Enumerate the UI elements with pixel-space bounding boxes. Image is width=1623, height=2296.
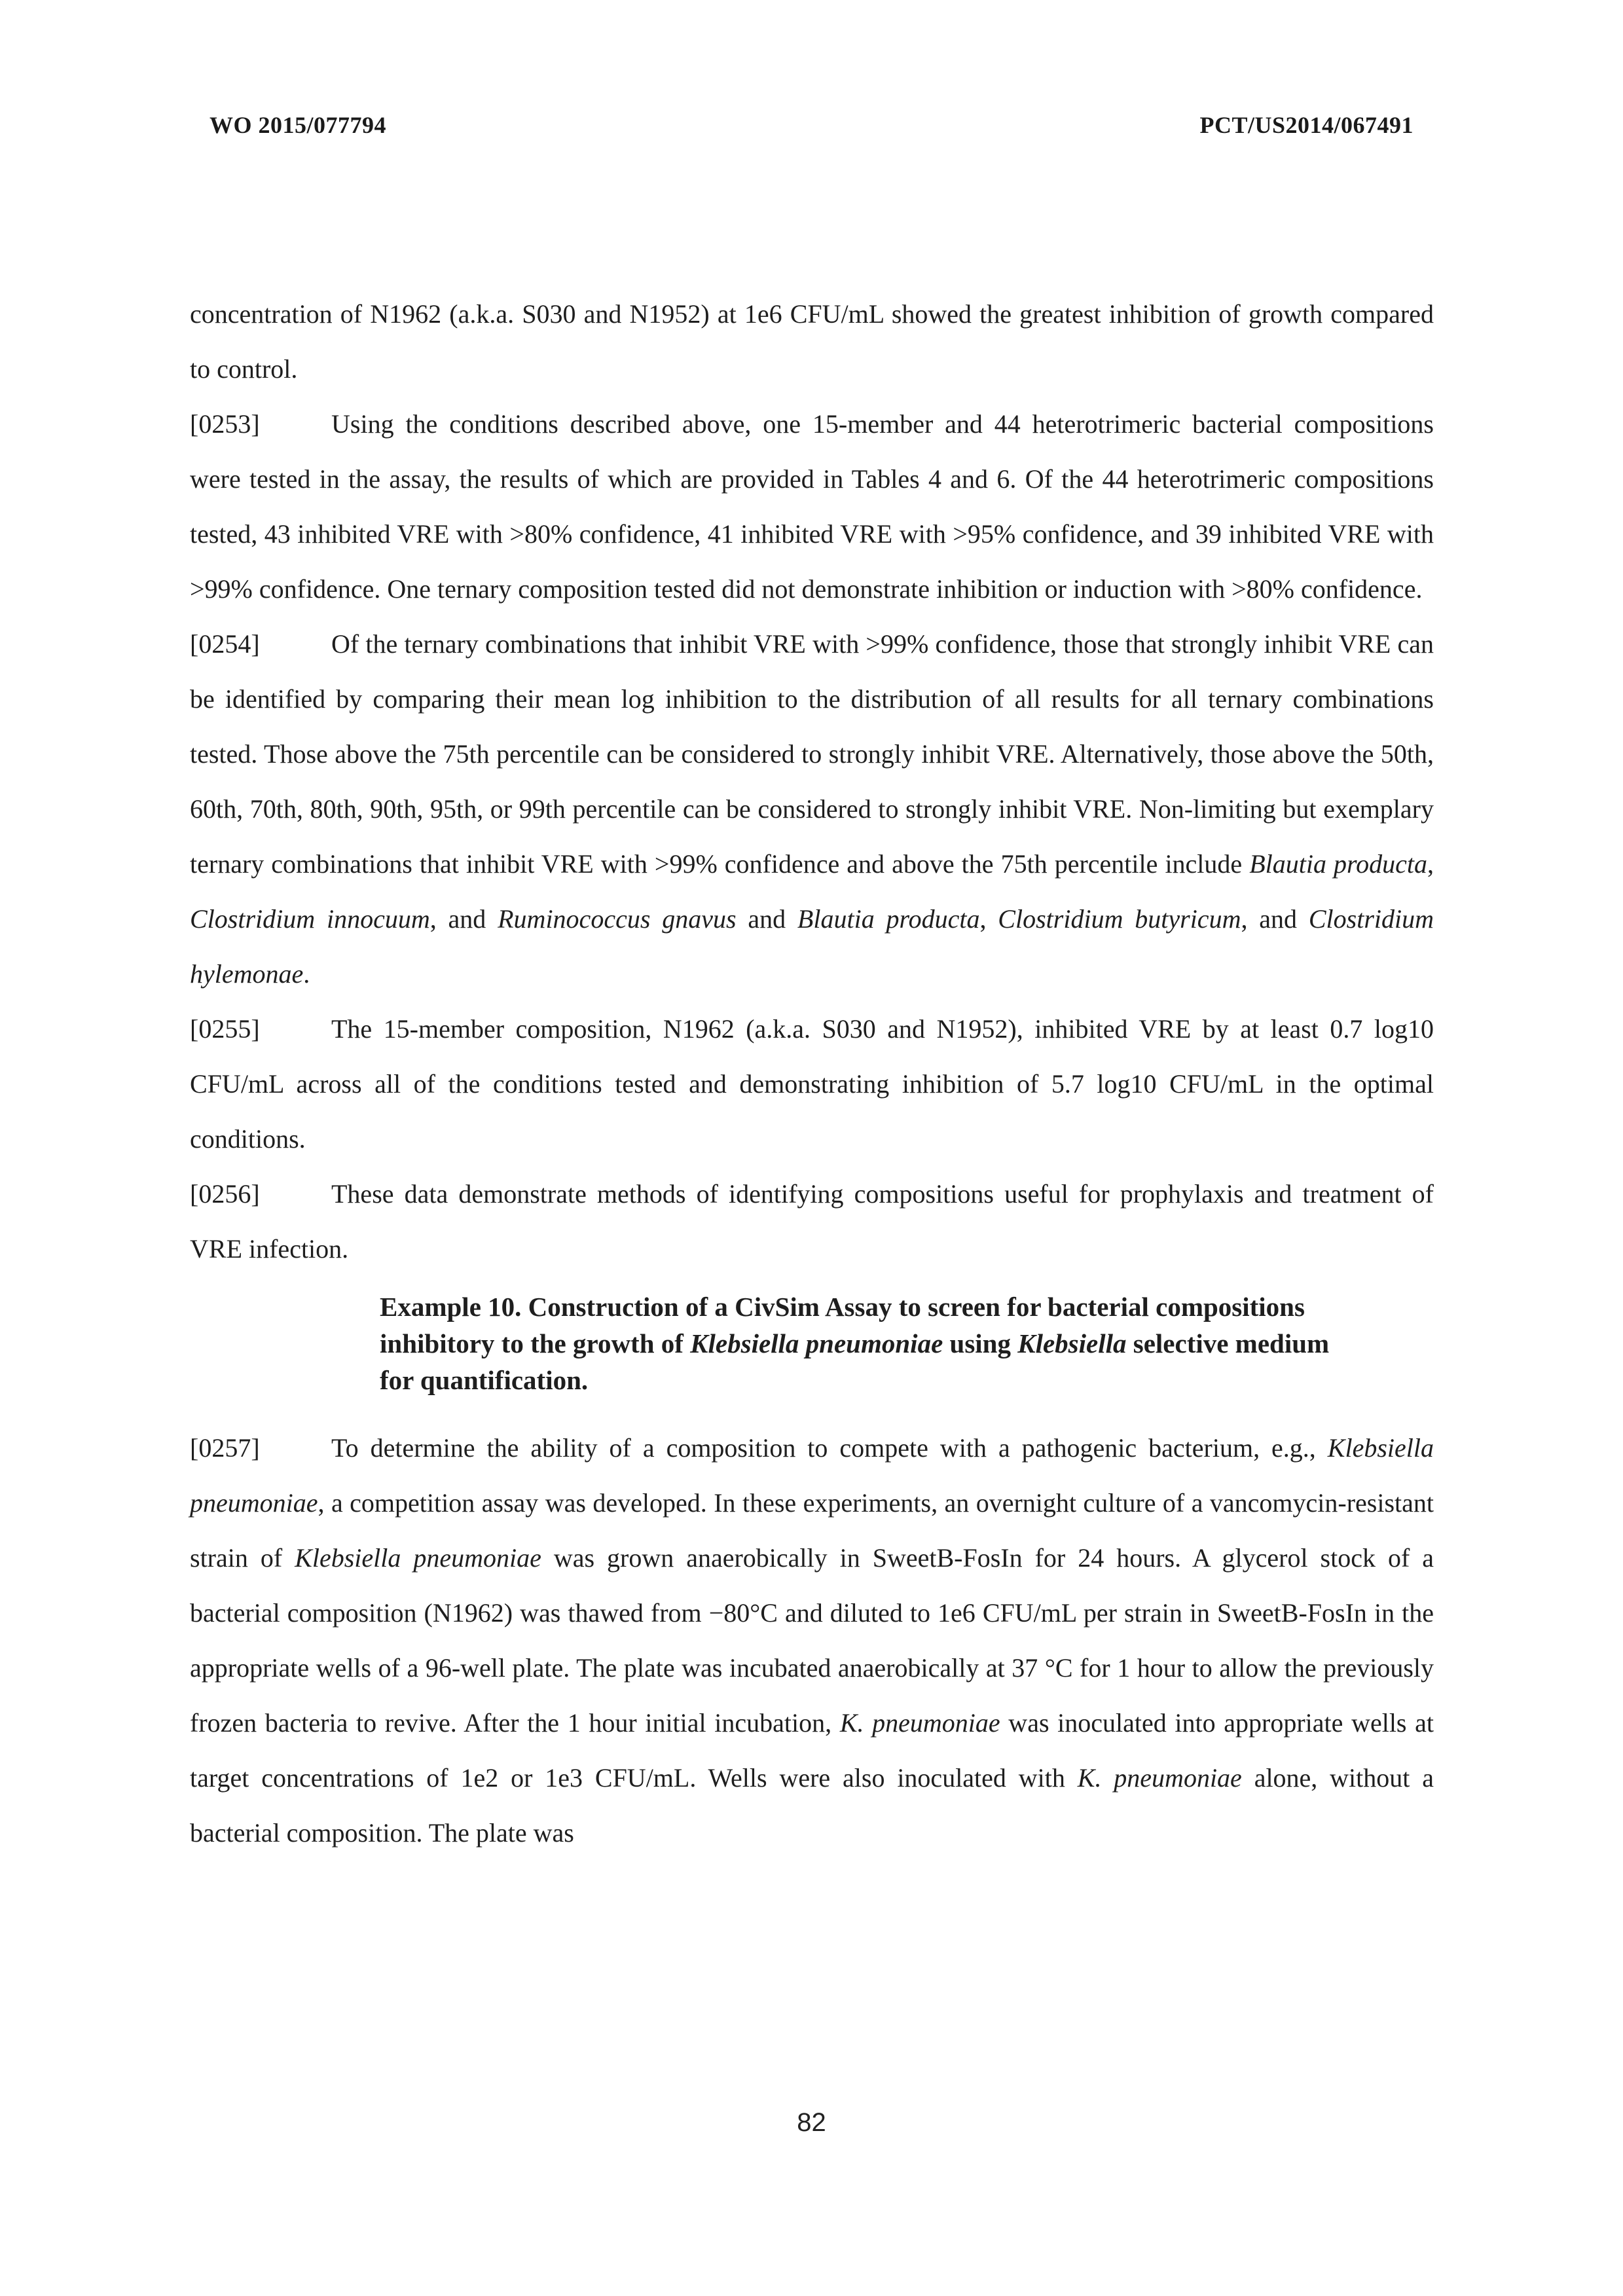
paragraph-text: alone, without a bacterial composition. The plate was — [190, 1763, 1434, 1848]
paragraph-0255 — [190, 1002, 1434, 1167]
species-name: K. pneumoniae — [839, 1708, 1000, 1738]
species-name: Klebsiella pneumoniae — [295, 1543, 541, 1573]
paragraph-text: , a competition assay was developed. In these experiments, an overnight culture of a vancomycin-resistant strain of — [190, 1488, 1434, 1573]
separator-text: and — [736, 904, 797, 934]
heading-text: Example 10. Construction of a CivSim Assay to screen for bacterial compositions inhibitory to the growth of — [380, 1292, 1305, 1358]
species-name: Clostridium butyricum — [998, 904, 1241, 934]
publication-number: WO 2015/077794 — [210, 112, 387, 138]
application-number: PCT/US2014/067491 — [1199, 112, 1413, 138]
paragraph-number: [0253] — [190, 409, 260, 439]
paragraph-number: [0255] — [190, 1014, 260, 1044]
separator-text: , — [979, 904, 998, 934]
species-name: Clostridium hylemonae — [190, 904, 1434, 989]
paragraph-0253 — [190, 397, 1434, 617]
species-name: Blautia producta — [1249, 849, 1428, 879]
species-name: Klebsiella pneumoniae — [190, 1433, 1434, 1518]
page-number: 82 — [797, 2108, 826, 2137]
paragraph-text: These data demonstrate methods of identifying compositions useful for prophylaxis and treatment of VRE infection. — [190, 1179, 1434, 1264]
paragraph-number: [0257] — [190, 1433, 260, 1463]
paragraph-text: was grown anaerobically in SweetB-FosIn for 24 hours. A glycerol stock of a bacterial composition (N1962) was thawed from −80°C and diluted to 1e6 CFU/mL per strain in SweetB-FosIn in the appropriate wells of a 96-well plate. The plate was incubated anaerobically at 37 °C for 1 hour to allow the previously frozen bacteria to revive. After the 1 hour initial incubation, — [190, 1543, 1434, 1738]
paragraph-number: [0256] — [190, 1179, 260, 1209]
separator-text: . — [303, 959, 310, 989]
paragraph-text: The 15-member composition, N1962 (a.k.a. S030 and N1952), inhibited VRE by at least 0.7 log10 CFU/mL across all of the conditions tested and demonstrating inhibition of 5.7 log10 CFU/mL in the optimal conditions. — [190, 1014, 1434, 1154]
species-name: Clostridium innocuum — [190, 904, 430, 934]
example-heading — [380, 1288, 1349, 1398]
paragraph-continuation — [190, 287, 1434, 397]
paragraph-text: To determine the ability of a composition to compete with a pathogenic bacterium, e.g., — [331, 1433, 1328, 1463]
paragraph-text: Of the ternary combinations that inhibit VRE with >99% confidence, those that strongly inhibit VRE can be identified by comparing their mean log inhibition to the distribution of all results for all ternary combinations tested. Those above the 75th percentile can be considered to strongly inhibit VRE. Alternatively, those above the 50th, 60th, 70th, 80th, 90th, 95th, or 99th percentile can be considered to strongly inhibit VRE. Non-limiting but exemplary ternary combinations that inhibit VRE with >99% confidence and above the 75th percentile include — [190, 629, 1434, 879]
species-name: Ruminococcus gnavus — [498, 904, 737, 934]
paragraph-0254 — [190, 617, 1434, 1002]
paragraph-text: was inoculated into appropriate wells at target concentrations of 1e2 or 1e3 CFU/mL. Wells were also inoculated with — [190, 1708, 1434, 1793]
document-body — [190, 287, 1434, 1861]
species-name: Klebsiella pneumoniae — [690, 1328, 943, 1358]
species-name: Blautia producta — [797, 904, 980, 934]
separator-text: , and — [429, 904, 498, 934]
paragraph-0256 — [190, 1167, 1434, 1277]
species-name: Klebsiella — [1017, 1328, 1127, 1358]
separator-text: , — [1427, 849, 1434, 879]
separator-text: , and — [1241, 904, 1309, 934]
paragraph-text: concentration of N1962 (a.k.a. S030 and N1952) at 1e6 CFU/mL showed the greatest inhibition of growth compared to control. — [190, 299, 1434, 384]
paragraph-number: [0254] — [190, 629, 260, 659]
heading-text: using — [943, 1328, 1018, 1358]
heading-text: selective medium for quantification. — [380, 1328, 1330, 1395]
species-name: K. pneumoniae — [1077, 1763, 1242, 1793]
paragraph-0257 — [190, 1421, 1434, 1861]
paragraph-text: Using the conditions described above, one 15-member and 44 heterotrimeric bacterial compositions were tested in the assay, the results of which are provided in Tables 4 and 6. Of the 44 heterotrimeric compositions tested, 43 inhibited VRE with >80% confidence, 41 inhibited VRE with >95% confidence, and 39 inhibited VRE with >99% confidence. One ternary composition tested did not demonstrate inhibition or induction with >80% confidence. — [190, 409, 1434, 604]
